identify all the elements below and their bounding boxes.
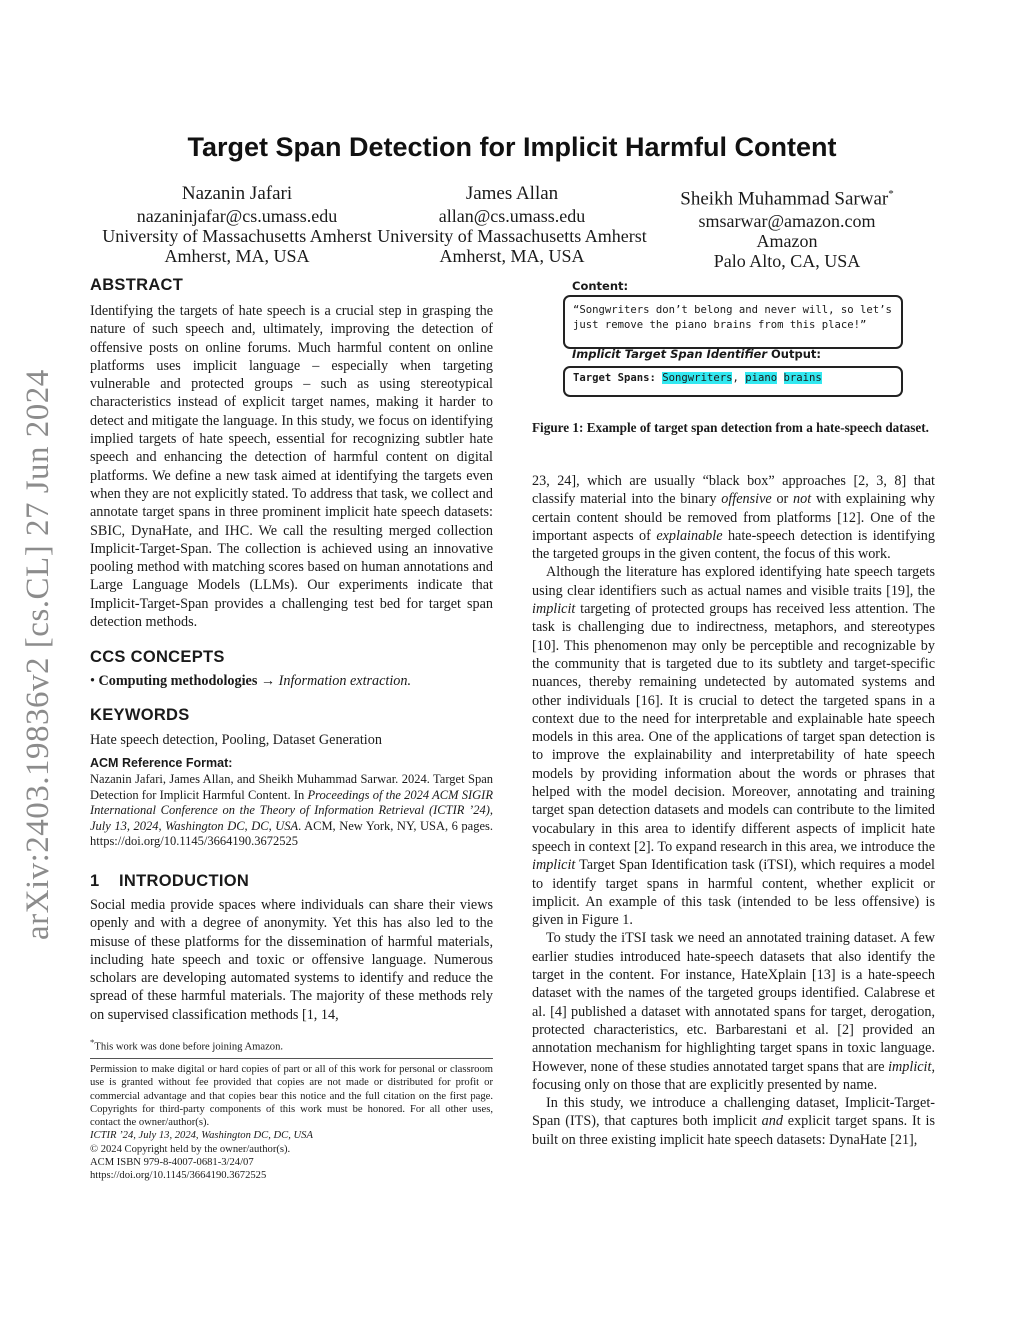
author-name: James Allan xyxy=(465,183,559,204)
text-run: In this study, we introduce a challenging dataset, Implicit-Target-Span (ITS), that captures both implicit xyxy=(532,1095,935,1130)
author-affiliation: Amazon xyxy=(756,231,818,252)
figure-caption xyxy=(532,419,935,436)
abstract-paragraph: Identifying the targets of hate speech is a crucial step in grasping the nature of such speech and, ultimately, improving the detection of offensive posts on online forums. Much harmful content on online platforms uses implicit language – especially when targeting vulnerable and protected groups – such as using stereotypical characteristics instead of explicit target names, making it harder to detect and mitigate the language. In this study, we focus on identifying implied targets of hate speech, essential for recognizing subtler hate speech and enhancing the detection of harmful content on digital platforms. We define a new task aimed at identifying the targets even when they are not explicitly stated. To address that task, we collect and annotate target spans in three prominent implicit hate speech datasets: SBIC, DynaHate, and IHC. We call the resulting merged collection Implicit-Target-Span. The collection is achieved using an innovative pooling method with matching scores based on human annotations and Large Language Models (LLMs). Our experiments indicate that Implicit-Target-Span provides a challenging test bed for target span detection methods. xyxy=(90,303,493,631)
permission-divider xyxy=(90,1058,493,1059)
highlighted-span: Songwriters xyxy=(662,372,733,384)
author-name xyxy=(622,182,952,211)
paper-title: Target Span Detection for Implicit Harmful Content xyxy=(187,132,837,162)
paragraph xyxy=(532,472,935,563)
italic-run: implicit xyxy=(532,601,576,618)
footnote-mark: * xyxy=(90,1037,95,1047)
author-location: Amherst, MA, USA xyxy=(439,246,585,266)
figure-output-box xyxy=(563,366,903,397)
text-run: targeting of protected groups has received less attention. The task is challenging due to indirectness, metaphors, and stereotypes [10]. This phenomenon may only be perceptible and recognizable by the community that is targeted due to its subtlety and target-specific nuances, thereby remaining undetected by automated systems and other individuals [16]. It is crucial to detect the targeted spans in a context due to the need for interpretable and explainable hate speech models in this area. One of the applications of target span detection is to improve the explainability and interpretability of hate speech models by providing information about the words or phrases that helped with the model decision. Moreover, annotating and training target span detection datasets and models can contribute to the limited vocabulary in this area to identify different aspects of implicit hate speech in context [2]. To expand research in this area, we introduce the xyxy=(532,601,935,855)
abstract-heading: ABSTRACT xyxy=(90,276,184,294)
paragraph xyxy=(532,1094,935,1149)
keywords-text: Hate speech detection, Pooling, Dataset Generation xyxy=(90,732,382,748)
figure-content-box xyxy=(563,295,903,349)
ccs-category: Computing methodologies xyxy=(98,673,258,689)
text-run: with explaining why certain content should be removed from platforms [12]. One of the important aspects of xyxy=(532,491,936,544)
permission-copyright: © 2024 Copyright held by the owner/author(s). xyxy=(90,1143,291,1155)
author-block-3 xyxy=(622,182,952,271)
intro-title: INTRODUCTION xyxy=(119,872,250,890)
author-email: smsarwar@amazon.com xyxy=(698,211,876,232)
highlighted-span: piano xyxy=(745,372,778,384)
figure-output-label-italic: Implicit Target Span Identifier xyxy=(572,347,768,361)
permission-block xyxy=(90,1063,493,1183)
permission-venue: ICTIR ’24, July 13, 2024, Washington DC, DC, USA xyxy=(90,1130,313,1142)
acm-ref-authors: Nazanin Jafari, James Allan, and Sheikh Muhammad Sarwar. 2024. Target Span Detection for Implicit Harmful Content. In xyxy=(90,772,493,802)
footnote xyxy=(90,1036,493,1054)
text-run: or xyxy=(771,491,794,508)
text-run: , focusing only on those that are explicitly presented by name. xyxy=(532,1058,935,1093)
figure-content-label: Content: xyxy=(572,279,629,293)
author-affiliation: University of Massachusetts Amherst xyxy=(102,226,372,246)
author-name-text: Sheikh Muhammad Sarwar xyxy=(680,188,889,210)
italic-run: and xyxy=(761,1113,783,1130)
text-run: To study the iTSI task we need an annotated training dataset. A few earlier studies introduced hate-speech datasets that also identify the target in the content. For instance, HateXplain [13] is a hate-speech dataset with the names of the targeted groups identified. Calabrese et al. [4] published a dataset with annotated spans for target, derogation, protected characteristics, etc. Barbarestani et al. [2] provided an annotation mechanism for highlighting target spans in toxic language. However, none of these studies annotated target spans that are xyxy=(532,930,935,1075)
figure-content-text: “Songwriters don’t belong and never will, so let’s just remove the piano brains from this place!” xyxy=(573,304,892,331)
ccs-item xyxy=(90,672,493,690)
text-run: Target Span Identification task (iTSI), which requires a model to identify target spans in harmful content, whether explicit or implicit. An example of this task (intended to be less offensive) is given in Figure 1. xyxy=(532,857,935,929)
paragraph xyxy=(532,929,935,1094)
intro-number: 1 xyxy=(90,872,100,890)
author-location: Palo Alto, CA, USA xyxy=(713,251,861,272)
figure-output-label-rest: Output: xyxy=(767,347,821,361)
italic-run: implicit xyxy=(532,857,576,874)
keywords-heading: KEYWORDS xyxy=(90,706,190,724)
span-separator xyxy=(777,372,783,384)
permission-isbn: ACM ISBN 979-8-4007-0681-3/24/07 xyxy=(90,1157,254,1169)
text-run: explicit target spans. It is built on three existing implicit hate speech datasets: DynaHate [21], xyxy=(532,1113,935,1148)
intro-paragraph: Social media provide spaces where individuals can share their views openly and with a degree of anonymity. Yet this has also led to the misuse of these platforms for the dissemination of harmful materials, including hate speech and toxic or offensive language. Numerous scholars are developing automated systems to identify and reduce the spread of these harmful materials. The majority of these methods rely on supervised classification methods [1, 14, xyxy=(90,897,493,1023)
author-footnote-mark: * xyxy=(888,188,894,200)
italic-run: offensive xyxy=(721,491,772,508)
acm-ref-heading: ACM Reference Format: xyxy=(90,756,233,770)
text-run: Although the literature has explored identifying hate speech targets using clear identifiers such as actual names and visible traits [19], the xyxy=(532,564,935,599)
permission-text: Permission to make digital or hard copies of part or all of this work for personal or classroom use is granted without fee provided that copies are not made or distributed for profit or commercial advantage and that copies bear this notice and the full citation on the first page. Copyrights for third-party components of this work must be honored. For all other uses, contact the owner/author(s). xyxy=(90,1064,493,1129)
author-name: Nazanin Jafari xyxy=(181,183,293,204)
permission-doi: https://doi.org/10.1145/3664190.3672525 xyxy=(90,1170,267,1182)
figure-caption-label: Figure 1: xyxy=(532,420,584,435)
span-separator: , xyxy=(732,372,746,384)
ccs-bullet: • xyxy=(90,673,95,689)
acm-ref-publisher: . ACM, New York, NY, USA, 6 pages. https://doi.org/10.1145/3664190.3672525 xyxy=(90,818,493,848)
footnote-text: This work was done before joining Amazon. xyxy=(94,1041,284,1053)
right-column-text xyxy=(532,472,935,1149)
italic-run: not xyxy=(793,491,812,508)
text-run: 23, 24], which are usually “black box” approaches [2, 3, 8] that classify material into the binary xyxy=(532,473,935,508)
paragraph xyxy=(532,563,935,929)
intro-text xyxy=(90,896,493,1024)
author-affiliation: University of Massachusetts Amherst xyxy=(377,226,647,246)
acm-ref-text xyxy=(90,772,493,850)
figure-spans-prefix: Target Spans: xyxy=(573,372,663,384)
author-email: allan@cs.umass.edu xyxy=(438,206,586,226)
figure-caption-text: Example of target span detection from a hate-speech dataset. xyxy=(586,420,929,435)
text-run: hate-speech detection is identifying the targeted groups in the given content, the focus of this work. xyxy=(532,527,935,563)
highlighted-span: brains xyxy=(783,372,822,384)
author-email: nazaninjafar@cs.umass.edu xyxy=(136,206,338,226)
ccs-arrow: → xyxy=(260,673,276,689)
italic-run: explainable xyxy=(656,527,723,544)
intro-heading xyxy=(90,872,493,891)
author-location: Amherst, MA, USA xyxy=(164,246,310,266)
figure-output-label xyxy=(572,347,821,361)
abstract-text xyxy=(90,302,493,631)
ccs-heading: CCS CONCEPTS xyxy=(90,648,225,666)
italic-run: implicit xyxy=(888,1058,932,1075)
ccs-subcategory: Information extraction. xyxy=(278,673,412,689)
acm-ref-venue: Proceedings of the 2024 ACM SIGIR International Conference on the Theory of Information Retrieval (ICTIR ’24), July 13, 2024, Washington DC, DC, USA xyxy=(90,787,493,833)
arxiv-side-stamp: arXiv:2403.19836v2 [cs.CL] 27 Jun 2024 xyxy=(20,369,56,940)
